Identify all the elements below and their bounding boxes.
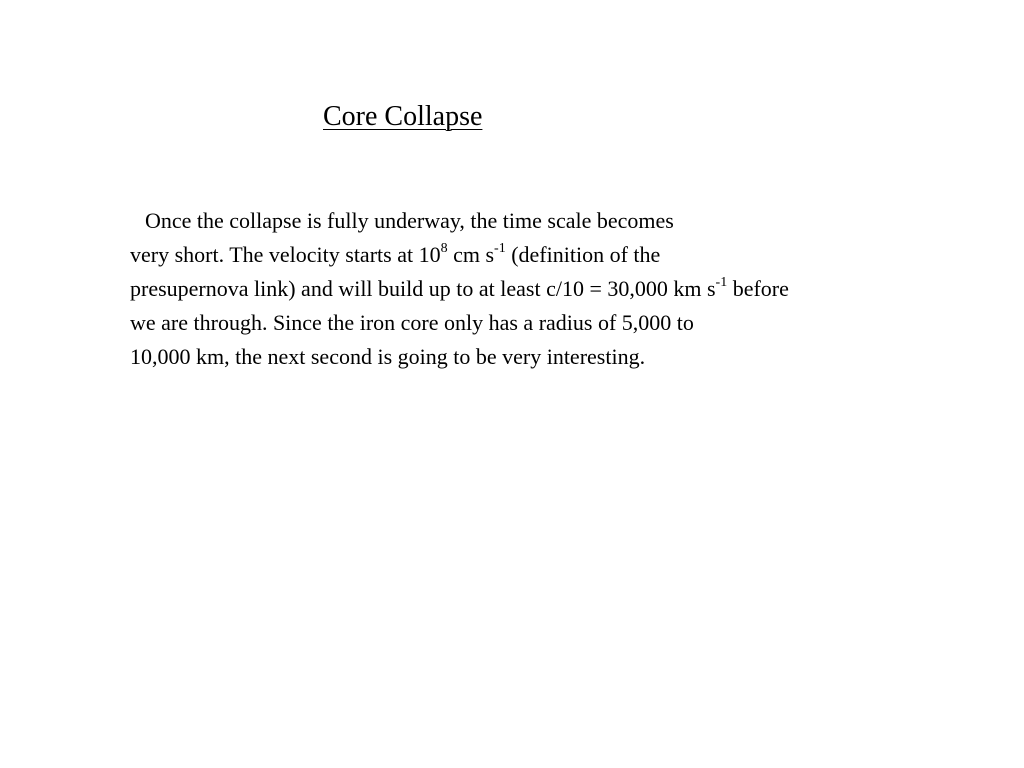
body-line-3: [130, 272, 789, 306]
body-line-2-text-b: cm s: [447, 242, 495, 267]
body-line-2: [130, 238, 789, 272]
body-line-4: we are through. Since the iron core only has a radius of 5,000 to: [130, 310, 694, 335]
exponent-8: 8: [440, 240, 448, 256]
exponent-minus-1: -1: [494, 240, 506, 256]
body-line-1: Once the collapse is fully underway, the time scale becomes: [145, 208, 674, 233]
slide-title: Core Collapse: [323, 101, 483, 132]
body-line-2-text-c: (definition of the: [505, 242, 661, 267]
exponent-minus-1: -1: [715, 274, 728, 290]
body-line-3-text-a: presupernova link) and will build up to at least c/10 = 30,000 km s: [130, 276, 716, 301]
body-line-2-text-a: very short. The velocity starts at 10: [130, 242, 441, 267]
body-line-3-text-b: before: [727, 276, 789, 301]
slide-body: [130, 204, 789, 374]
body-line-5: 10,000 km, the next second is going to be very interesting.: [130, 344, 646, 369]
